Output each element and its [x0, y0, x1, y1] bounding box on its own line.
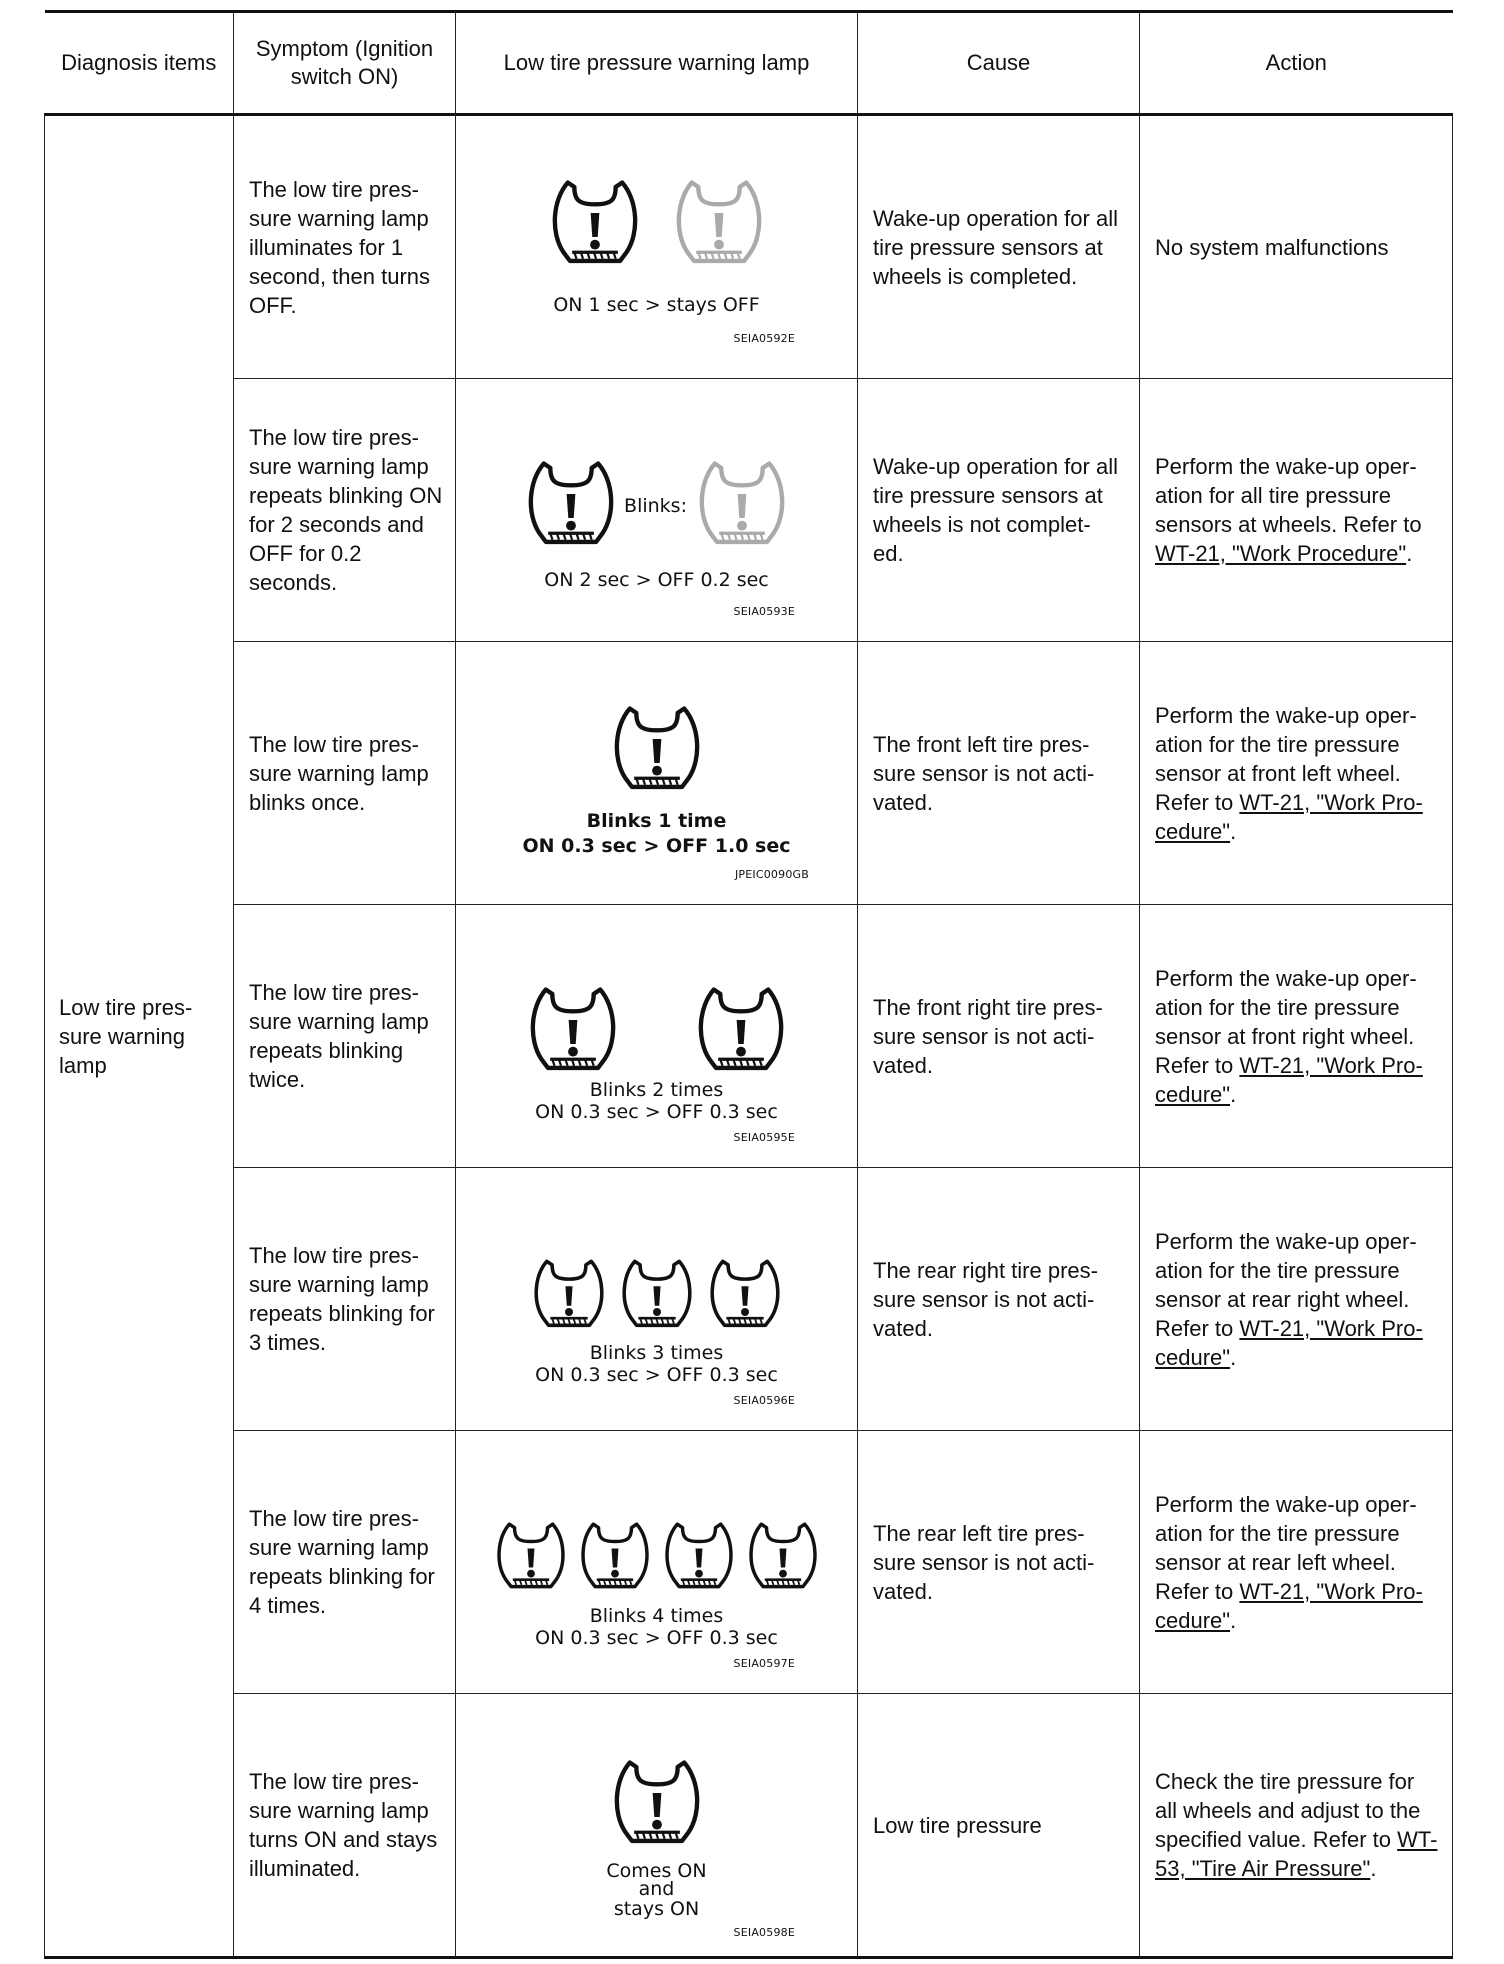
symptom-cell: The low tire pres- sure warning lamp repeats blinking for 4 times.: [234, 1431, 456, 1694]
cause-cell: Wake-up operation for all tire pressure sensors at wheels is not complet- ed.: [858, 379, 1140, 642]
action-end: .: [1230, 1344, 1237, 1370]
tire-pressure-warning-off-icon: [693, 457, 791, 555]
figure-code: SEIA0595E: [733, 1131, 795, 1144]
lamp-caption: ON 0.3 sec > OFF 0.3 sec: [535, 1627, 778, 1649]
blinks-label: Blinks:: [624, 495, 687, 517]
tire-pressure-warning-icon: [546, 176, 644, 274]
figure-code: SEIA0596E: [733, 1394, 795, 1407]
lamp-caption-line1: Comes ON: [606, 1860, 707, 1882]
cause-cell: Wake-up operation for all tire pressure sensors at wheels is completed.: [858, 115, 1140, 379]
header-diagnosis: Diagnosis items: [45, 12, 234, 115]
lamp-figure-cell: [456, 115, 858, 379]
wt-21-link[interactable]: WT-21, "Work Procedure": [1155, 541, 1407, 566]
tire-pressure-warning-icon: [705, 1256, 785, 1336]
figure-code: SEIA0597E: [733, 1657, 795, 1670]
tire-pressure-warning-icon: [660, 1519, 738, 1597]
action-cell: [1140, 905, 1453, 1168]
lamp-figure-cell: [456, 642, 858, 905]
lamp-caption-line2: and: [638, 1878, 675, 1900]
lamp-caption: ON 0.3 sec > OFF 0.3 sec: [535, 1101, 778, 1123]
cause-cell: Low tire pressure: [858, 1694, 1140, 1958]
tire-pressure-warning-icon: [744, 1519, 822, 1597]
action-cell: [1140, 1694, 1453, 1958]
table-row: [45, 1431, 1453, 1694]
action-cell: [1140, 642, 1453, 905]
header-symptom: Symptom (Ignition switch ON): [234, 12, 456, 115]
figure-code: SEIA0598E: [733, 1926, 795, 1939]
tire-pressure-warning-icon: [608, 702, 706, 800]
symptom-cell: The low tire pres- sure warning lamp repeats blinking ON for 2 seconds and OFF for 0.2 seconds.: [234, 379, 456, 642]
wt-53-link[interactable]: WT-53, "Tire Air Pressure": [1155, 1827, 1438, 1881]
lamp-figure-cell: [456, 1431, 858, 1694]
cause-cell: The front right tire pres- sure sensor is not acti- vated.: [858, 905, 1140, 1168]
lamp-caption-line1: Blinks 3 times: [589, 1342, 724, 1364]
lamp-figure-cell: [456, 1168, 858, 1431]
symptom-cell: The low tire pres- sure warning lamp repeats blinking for 3 times.: [234, 1168, 456, 1431]
table-row: [45, 905, 1453, 1168]
symptom-cell: The low tire pres- sure warning lamp repeats blinking twice.: [234, 905, 456, 1168]
action-cell: [1140, 1431, 1453, 1694]
table-row: [45, 642, 1453, 905]
figure-code: SEIA0592E: [733, 332, 795, 345]
wt-21-link[interactable]: WT-21, "Work Pro- cedure": [1155, 1578, 1423, 1633]
action-end: .: [1230, 818, 1237, 844]
table-row: [45, 115, 1453, 379]
table-row: [45, 1168, 1453, 1431]
lamp-caption: stays ON: [613, 1898, 700, 1920]
table-header-row: [45, 12, 1453, 115]
wt-21-link[interactable]: WT-21, "Work Pro- cedure": [1155, 1315, 1423, 1370]
symptom-cell: The low tire pres- sure warning lamp blinks once.: [234, 642, 456, 905]
action-text: Perform the wake-up oper- ation for all tire pressure sensors at wheels. Refer to: [1155, 454, 1422, 537]
lamp-caption: ON 0.3 sec > OFF 0.3 sec: [535, 1364, 778, 1386]
tire-pressure-warning-icon: [529, 1256, 609, 1336]
action-end: .: [1406, 541, 1413, 566]
header-cause: Cause: [858, 12, 1140, 115]
diagnosis-table: [44, 10, 1453, 1959]
action-text: Perform the wake-up oper- ation for the tire pressure sensor at rear right wheel. Refer to: [1155, 1228, 1417, 1341]
tire-pressure-warning-off-icon: [670, 176, 768, 274]
action-cell: [1140, 1168, 1453, 1431]
lamp-figure-cell: [456, 379, 858, 642]
tire-pressure-warning-icon: [492, 1519, 570, 1597]
table-row: [45, 1694, 1453, 1958]
lamp-caption: ON 2 sec > OFF 0.2 sec: [544, 569, 769, 591]
figure-code: JPEIC0090GB: [734, 868, 809, 881]
action-end: .: [1370, 1856, 1377, 1881]
header-lamp: Low tire pressure warning lamp: [456, 12, 858, 115]
lamp-caption-line1: Blinks 4 times: [589, 1605, 724, 1627]
cause-cell: The rear right tire pres- sure sensor is not acti- vated.: [858, 1168, 1140, 1431]
table-row: [45, 379, 1453, 642]
diagnosis-item: Low tire pres- sure warning lamp: [45, 115, 234, 1958]
symptom-cell: The low tire pres- sure warning lamp turns ON and stays illuminated.: [234, 1694, 456, 1958]
tire-pressure-warning-icon: [692, 983, 790, 1081]
wt-21-link[interactable]: WT-21, "Work Pro- cedure": [1155, 1052, 1423, 1107]
figure-code: SEIA0593E: [733, 605, 795, 618]
tire-pressure-warning-icon: [524, 983, 622, 1081]
action-cell: [1140, 379, 1453, 642]
lamp-caption: ON 0.3 sec > OFF 1.0 sec: [522, 835, 791, 857]
lamp-figure-cell: [456, 1694, 858, 1958]
action-end: .: [1230, 1607, 1237, 1633]
tire-pressure-warning-icon: [576, 1519, 654, 1597]
action-text: Perform the wake-up oper- ation for the tire pressure sensor at rear left wheel. Refer to: [1155, 1491, 1417, 1604]
symptom-cell: The low tire pres- sure warning lamp illuminates for 1 second, then turns OFF.: [234, 115, 456, 379]
lamp-caption-line1: Blinks 2 times: [589, 1079, 724, 1101]
header-action: Action: [1140, 12, 1453, 115]
wt-21-link[interactable]: WT-21, "Work Pro- cedure": [1155, 789, 1423, 844]
tire-pressure-warning-icon: [522, 457, 620, 555]
tire-pressure-warning-icon: [617, 1256, 697, 1336]
action-text: Perform the wake-up oper- ation for the tire pressure sensor at front right wheel. Refer to: [1155, 965, 1417, 1078]
lamp-caption-line1: Blinks 1 time: [586, 810, 727, 832]
action-end: .: [1230, 1081, 1237, 1107]
action-cell: [1140, 115, 1453, 379]
tire-pressure-warning-icon: [608, 1756, 706, 1854]
action-text: No system malfunctions: [1155, 234, 1389, 260]
action-text: Perform the wake-up oper- ation for the tire pressure sensor at front left wheel. Refer to: [1155, 702, 1417, 815]
cause-cell: The rear left tire pres- sure sensor is not acti- vated.: [858, 1431, 1140, 1694]
action-text: Check the tire pressure for all wheels and adjust to the specified value. Refer to: [1155, 1769, 1421, 1852]
lamp-figure-cell: [456, 905, 858, 1168]
cause-cell: The front left tire pres- sure sensor is not acti- vated.: [858, 642, 1140, 905]
lamp-caption: ON 1 sec > stays OFF: [553, 294, 760, 316]
